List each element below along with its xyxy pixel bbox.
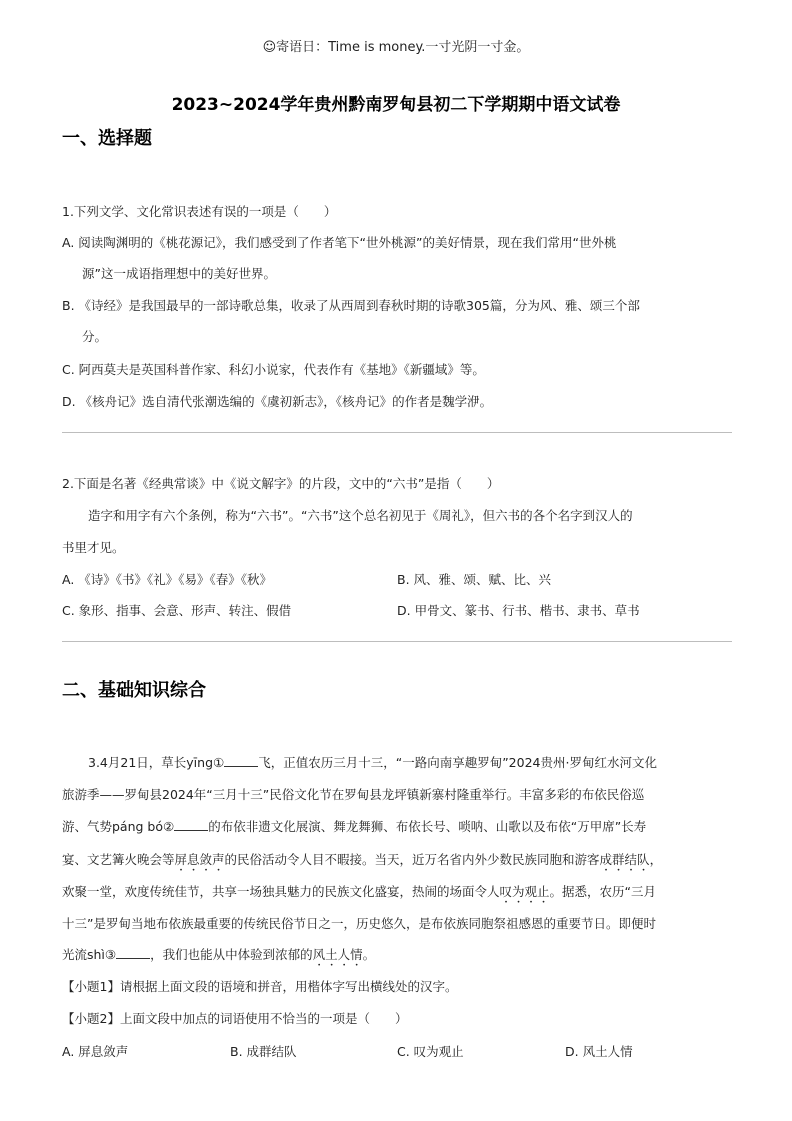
q1-stem: 1.下列文学、文化常识表述有误的一项是（ ）	[62, 204, 337, 219]
q3-line1-text-a: 3.4月21日，草长yīng①	[88, 755, 225, 770]
q1-option-a-line2: 源”这一成语指理想中的美好世界。	[82, 266, 276, 281]
q3-line5-text-a: 欢聚一堂，欢度传统佳节，共享一场独具魅力的民族文化盛宴，热闹的场面令人	[62, 884, 500, 899]
dotted-word-2: 成群结队	[599, 852, 650, 867]
dotted-word-1: 屏息敛声	[174, 852, 225, 867]
motto: ☺寄语日：Time is money.一寸光阴一寸金。	[262, 40, 530, 55]
q3-line4-text-b: 的民俗活动令人目不暇接。当天，近万名省内外少数民族同胞和游客	[224, 852, 600, 867]
q3-subquestion-2: 【小题2】上面文段中加点的词语使用不恰当的一项是（ ）	[62, 1011, 408, 1026]
q3-line2: 旅游季——罗甸县2024年“三月十三”民俗文化节在罗甸县龙坪镇新寨村隆重举行。丰富多彩的布依民俗巡	[62, 787, 645, 802]
dotted-word-3: 叹为观止	[499, 884, 550, 899]
q3-line4	[62, 850, 662, 874]
page-title: 2023~2024学年贵州黔南罗甸县初二下学期期中语文试卷	[171, 95, 621, 115]
q3-line3	[62, 817, 646, 835]
q3-line7	[62, 945, 375, 969]
q3-option-a: A. 屏息敛声	[62, 1044, 129, 1059]
q3-line3-text-b: 的布依非遗文化展演、舞龙舞狮、布依长号、唢呐、山歌以及布依“万甲席”长寿	[208, 819, 647, 834]
q1-option-a-line1: A. 阅读陶渊明的《桃花源记》，我们感受到了作者笔下“世外桃源”的美好情景，现在我们常用“世外桃	[62, 235, 617, 250]
q3-line7-text-b: ，我们也能从中体验到浓郁的	[150, 947, 313, 962]
blank-2[interactable]	[174, 818, 208, 831]
q3-option-b: B. 成群结队	[230, 1044, 297, 1059]
q3-subquestion-1: 【小题1】请根据上面文段的语境和拼音，用楷体字写出横线处的汉字。	[62, 979, 458, 994]
dotted-word-4: 风土人情	[312, 947, 363, 962]
blank-3[interactable]	[116, 946, 150, 959]
blank-1[interactable]	[224, 754, 258, 767]
q2-passage-line2: 书里才见。	[62, 540, 125, 555]
q1-option-b-line1: B. 《诗经》是我国最早的一部诗歌总集，收录了从西周到春秋时期的诗歌305篇，分为风、雅、颂三个部	[62, 298, 640, 313]
divider	[62, 432, 732, 433]
section-heading-basics: 二、基础知识综合	[62, 680, 206, 701]
q3-option-d: D. 风土人情	[565, 1044, 633, 1059]
q3-line7-text-c: 。	[362, 947, 376, 962]
q3-line1-text-b: 飞，正值农历三月十三，“一路向南享趣罗甸”2024贵州·罗甸红水河文化	[258, 755, 657, 770]
q3-line3-text-a: 游、气势páng bó②	[62, 819, 175, 834]
q3-line1	[88, 753, 657, 771]
q3-line4-text-a: 宴、文艺篝火晚会等	[62, 852, 175, 867]
q2-option-d: D. 甲骨文、篆书、行书、楷书、隶书、草书	[397, 603, 640, 618]
q3-line5-text-b: 。据悉，农历“三月	[549, 884, 657, 899]
q1-option-b-line2: 分。	[82, 329, 108, 344]
section-heading-choice: 一、选择题	[62, 128, 152, 149]
divider	[62, 641, 732, 642]
q1-option-d: D. 《核舟记》选自清代张潮选编的《虞初新志》，《核舟记》的作者是魏学洢。	[62, 394, 493, 409]
q3-line5	[62, 882, 656, 906]
q2-passage-line1: 造字和用字有六个条例，称为“六书”。“六书”这个总名初见于《周礼》，但六书的各个名字到汉人的	[88, 508, 633, 523]
q3-option-c: C. 叹为观止	[397, 1044, 464, 1059]
q2-option-c: C. 象形、指事、会意、形声、转注、假借	[62, 603, 292, 618]
q3-line4-text-c: ，	[649, 852, 663, 867]
q2-stem: 2.下面是名著《经典常谈》中《说文解字》的片段，文中的“六书”是指（ ）	[62, 476, 500, 491]
q1-option-c: C. 阿西莫夫是英国科普作家、科幻小说家，代表作有《基地》《新疆域》等。	[62, 362, 485, 377]
q2-option-a: A. 《诗》《书》《礼》《易》《春》《秋》	[62, 572, 273, 587]
q2-option-b: B. 风、雅、颂、赋、比、兴	[397, 572, 552, 587]
q3-line6: 十三”是罗甸当地布依族最重要的传统民俗节日之一，历史悠久，是布依族同胞祭祖感恩的重要节日。即便时	[62, 916, 656, 931]
q3-line7-text-a: 光流shì③	[62, 947, 117, 962]
